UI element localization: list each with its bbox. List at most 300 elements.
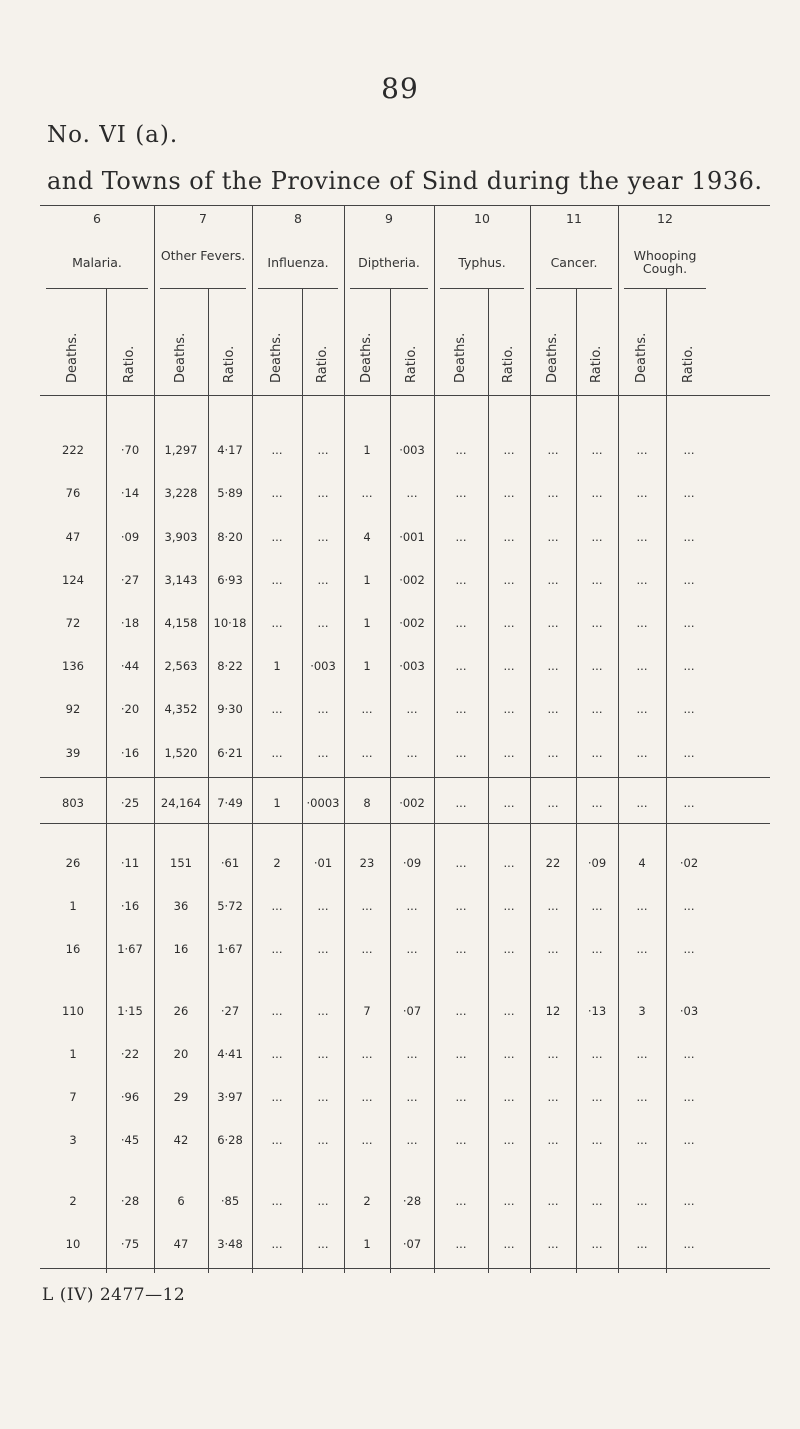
deaths-cell: ... (455, 530, 467, 544)
ratio-cell: ... (317, 942, 329, 956)
group-subheader-rule (624, 288, 706, 289)
ratio-cell: ... (503, 1237, 515, 1251)
deaths-cell: ... (361, 899, 373, 913)
deaths-cell: 4,158 (164, 616, 198, 630)
deaths-cell: ... (547, 702, 559, 716)
deaths-cell: ... (455, 746, 467, 760)
deaths-cell: ... (455, 1090, 467, 1104)
ratio-cell: ·16 (120, 746, 140, 760)
ratio-cell: ... (503, 1047, 515, 1061)
ratio-cell: 7·49 (217, 796, 243, 810)
deaths-cell: ... (636, 1133, 648, 1147)
deaths-ratio-rule (666, 288, 667, 1273)
deaths-cell: 151 (170, 856, 192, 870)
ratio-cell: ·07 (402, 1237, 422, 1251)
ratio-cell: ... (503, 899, 515, 913)
ratio-cell: 6·93 (217, 573, 243, 587)
ratio-cell: ... (317, 702, 329, 716)
ratio-cell: ... (317, 1133, 329, 1147)
deaths-cell: ... (547, 746, 559, 760)
deaths-cell: ... (547, 616, 559, 630)
ratio-cell: ... (683, 659, 695, 673)
deaths-cell: ... (271, 942, 283, 956)
deaths-cell: ... (547, 899, 559, 913)
ratio-cell: ... (591, 1237, 603, 1251)
deaths-cell: ... (636, 1090, 648, 1104)
ratio-cell: ... (503, 1133, 515, 1147)
ratio-cell: ... (591, 616, 603, 630)
ratio-cell: ... (683, 616, 695, 630)
deaths-cell: ... (636, 573, 648, 587)
ratio-cell: ... (503, 942, 515, 956)
column-title: Whooping Cough. (633, 248, 697, 276)
ratio-cell: ·02 (679, 856, 699, 870)
ratio-cell: ·45 (120, 1133, 140, 1147)
ratio-cell: ... (406, 746, 418, 760)
deaths-cell: 72 (65, 616, 81, 630)
column-title: Malaria. (72, 255, 122, 270)
ratio-cell: ... (683, 1047, 695, 1061)
column-number: 8 (294, 211, 302, 226)
deaths-cell: ... (636, 530, 648, 544)
ratio-cell: ... (503, 616, 515, 630)
group-subheader-rule (350, 288, 428, 289)
column-group-rule (530, 205, 531, 1273)
deaths-cell: ... (636, 1194, 648, 1208)
deaths-cell: 7 (69, 1090, 77, 1104)
deaths-cell: 1 (273, 796, 281, 810)
deaths-cell: ... (636, 1047, 648, 1061)
ratio-cell: ... (406, 942, 418, 956)
ratio-cell: ·28 (402, 1194, 422, 1208)
deaths-cell: ... (547, 1133, 559, 1147)
ratio-cell: ·002 (399, 616, 425, 630)
ratio-cell: 6·21 (217, 746, 243, 760)
deaths-cell: ... (636, 616, 648, 630)
column-number: 11 (566, 211, 582, 226)
deaths-ratio-rule (106, 288, 107, 1273)
ratio-cell: ... (503, 796, 515, 810)
group-subheader-rule (440, 288, 524, 289)
ratio-cell: ... (406, 486, 418, 500)
deaths-cell: 2 (69, 1194, 77, 1208)
mortality-table (40, 205, 770, 1273)
ratio-cell: ... (683, 1194, 695, 1208)
column-number: 12 (657, 211, 673, 226)
ratio-cell: ... (317, 530, 329, 544)
deaths-cell: 3,228 (164, 486, 198, 500)
ratio-cell: ... (503, 1194, 515, 1208)
ratio-cell: ·20 (120, 702, 140, 716)
ratio-cell: ... (503, 702, 515, 716)
deaths-cell: 136 (62, 659, 84, 673)
section-rule (40, 1268, 770, 1269)
deaths-cell: ... (455, 573, 467, 587)
deaths-cell: 4 (638, 856, 646, 870)
deaths-ratio-rule (390, 288, 391, 1273)
deaths-cell: ... (271, 1237, 283, 1251)
ratio-cell: ... (317, 1237, 329, 1251)
ratio-cell: ... (503, 659, 515, 673)
deaths-cell: 47 (173, 1237, 189, 1251)
deaths-cell: ... (361, 702, 373, 716)
ratio-cell: ... (591, 1194, 603, 1208)
deaths-cell: 124 (62, 573, 84, 587)
deaths-cell: ... (636, 702, 648, 716)
deaths-cell: ... (455, 796, 467, 810)
deaths-cell: ... (636, 1237, 648, 1251)
column-number: 6 (93, 211, 101, 226)
deaths-cell: 42 (173, 1133, 189, 1147)
ratio-cell: ·44 (120, 659, 140, 673)
column-title: Cancer. (550, 255, 598, 270)
deaths-cell: 3 (69, 1133, 77, 1147)
deaths-cell: ... (271, 1047, 283, 1061)
ratio-cell: ... (591, 1133, 603, 1147)
deaths-cell: 1 (363, 659, 371, 673)
ratio-cell: ·22 (120, 1047, 140, 1061)
deaths-cell: ... (547, 796, 559, 810)
section-rule (40, 823, 770, 824)
ratio-cell: ·03 (679, 1004, 699, 1018)
deaths-cell: 222 (62, 443, 84, 457)
ratio-cell: ... (591, 796, 603, 810)
ratio-cell: ... (317, 899, 329, 913)
column-group-rule (434, 205, 435, 1273)
section-rule (40, 777, 770, 778)
ratio-cell: ... (591, 702, 603, 716)
deaths-cell: 16 (173, 942, 189, 956)
deaths-cell: ... (455, 443, 467, 457)
deaths-cell: ... (455, 899, 467, 913)
deaths-cell: 29 (173, 1090, 189, 1104)
deaths-cell: 3,903 (164, 530, 198, 544)
deaths-cell: 803 (62, 796, 84, 810)
deaths-cell: 76 (65, 486, 81, 500)
deaths-cell: ... (271, 530, 283, 544)
ratio-cell: 6·28 (217, 1133, 243, 1147)
ratio-cell: 5·89 (217, 486, 243, 500)
column-title: Influenza. (267, 255, 329, 270)
ratio-cell: ... (503, 856, 515, 870)
ratio-cell: ... (317, 616, 329, 630)
deaths-cell: ... (361, 1133, 373, 1147)
column-title: Other Fevers. (160, 248, 246, 263)
deaths-cell: ... (636, 899, 648, 913)
ratio-cell: ·09 (402, 856, 422, 870)
column-group-rule (618, 205, 619, 1273)
ratio-cell: ... (591, 942, 603, 956)
deaths-cell: 1 (69, 1047, 77, 1061)
ratio-cell: ·14 (120, 486, 140, 500)
ratio-cell: ·09 (120, 530, 140, 544)
deaths-cell: 110 (62, 1004, 84, 1018)
deaths-cell: ... (547, 1237, 559, 1251)
deaths-cell: ... (271, 1004, 283, 1018)
ratio-cell: ... (317, 1090, 329, 1104)
ratio-cell: ... (503, 746, 515, 760)
ratio-cell: ·27 (120, 573, 140, 587)
group-subheader-rule (258, 288, 338, 289)
ratio-subheader: Ratio. (404, 345, 419, 383)
deaths-cell: 6 (177, 1194, 185, 1208)
deaths-cell: ... (547, 486, 559, 500)
deaths-cell: ... (361, 1090, 373, 1104)
column-group-rule (154, 205, 155, 1273)
ratio-cell: 10·18 (213, 616, 247, 630)
ratio-cell: ... (683, 899, 695, 913)
ratio-cell: 9·30 (217, 702, 243, 716)
ratio-cell: ... (317, 746, 329, 760)
deaths-cell: 2,563 (164, 659, 198, 673)
ratio-cell: ·61 (220, 856, 240, 870)
ratio-cell: ... (503, 486, 515, 500)
ratio-cell: ·0003 (306, 796, 340, 810)
ratio-cell: ... (683, 1090, 695, 1104)
page-number: 89 (381, 72, 419, 105)
column-title: Diptheria. (358, 255, 420, 270)
ratio-cell: ... (683, 1237, 695, 1251)
table-heading-line-2: and Towns of the Province of Sind during the year 1936. (47, 167, 763, 195)
deaths-cell: ... (271, 899, 283, 913)
deaths-cell: 16 (65, 942, 81, 956)
deaths-cell: 7 (363, 1004, 371, 1018)
ratio-cell: ... (317, 443, 329, 457)
ratio-cell: ·003 (399, 659, 425, 673)
deaths-cell: 2 (273, 856, 281, 870)
deaths-cell: ... (455, 702, 467, 716)
deaths-cell: ... (636, 746, 648, 760)
deaths-cell: 1 (363, 573, 371, 587)
ratio-subheader: Ratio. (122, 345, 137, 383)
ratio-cell: ... (317, 486, 329, 500)
deaths-cell: 47 (65, 530, 81, 544)
deaths-cell: ... (271, 1090, 283, 1104)
ratio-cell: ·18 (120, 616, 140, 630)
deaths-cell: ... (271, 616, 283, 630)
ratio-cell: ·13 (587, 1004, 607, 1018)
ratio-cell: ... (591, 746, 603, 760)
ratio-cell: ... (683, 702, 695, 716)
group-subheader-rule (536, 288, 612, 289)
ratio-cell: ·002 (399, 573, 425, 587)
deaths-cell: 8 (363, 796, 371, 810)
ratio-cell: ... (683, 796, 695, 810)
deaths-cell: ... (361, 1047, 373, 1061)
ratio-cell: ... (591, 530, 603, 544)
ratio-cell: ... (317, 573, 329, 587)
ratio-cell: ... (406, 1047, 418, 1061)
ratio-cell: 4·17 (217, 443, 243, 457)
ratio-cell: ... (406, 1090, 418, 1104)
deaths-cell: ... (271, 1194, 283, 1208)
ratio-cell: 3·97 (217, 1090, 243, 1104)
deaths-cell: ... (455, 1047, 467, 1061)
deaths-cell: 10 (65, 1237, 81, 1251)
deaths-cell: 36 (173, 899, 189, 913)
deaths-subheader: Deaths. (545, 332, 560, 383)
deaths-cell: 4 (363, 530, 371, 544)
table-heading-line-1: No. VI (a). (47, 122, 179, 148)
deaths-cell: ... (271, 702, 283, 716)
deaths-cell: ... (361, 942, 373, 956)
deaths-ratio-rule (488, 288, 489, 1273)
ratio-cell: ·002 (399, 796, 425, 810)
ratio-cell: ... (317, 1004, 329, 1018)
deaths-cell: 1 (363, 443, 371, 457)
ratio-cell: ... (591, 659, 603, 673)
deaths-cell: ... (271, 443, 283, 457)
deaths-cell: ... (455, 1237, 467, 1251)
ratio-cell: ·28 (120, 1194, 140, 1208)
ratio-cell: ... (591, 1047, 603, 1061)
deaths-cell: ... (271, 746, 283, 760)
ratio-cell: ... (503, 530, 515, 544)
deaths-cell: ... (636, 659, 648, 673)
ratio-subheader: Ratio. (222, 345, 237, 383)
ratio-subheader: Ratio. (589, 345, 604, 383)
deaths-ratio-rule (302, 288, 303, 1273)
ratio-cell: ... (503, 443, 515, 457)
ratio-cell: ... (683, 486, 695, 500)
group-subheader-rule (160, 288, 246, 289)
ratio-cell: ... (503, 1090, 515, 1104)
column-group-rule (252, 205, 253, 1273)
deaths-cell: 26 (173, 1004, 189, 1018)
top-rule (40, 205, 770, 206)
deaths-cell: ... (547, 1047, 559, 1061)
ratio-cell: 3·48 (217, 1237, 243, 1251)
ratio-cell: ... (591, 573, 603, 587)
ratio-cell: ·70 (120, 443, 140, 457)
ratio-cell: ·96 (120, 1090, 140, 1104)
ratio-cell: ·001 (399, 530, 425, 544)
ratio-cell: ... (317, 1194, 329, 1208)
ratio-cell: ... (406, 1133, 418, 1147)
ratio-cell: ·01 (313, 856, 333, 870)
deaths-cell: ... (636, 443, 648, 457)
ratio-cell: ... (683, 942, 695, 956)
deaths-cell: 1,297 (164, 443, 198, 457)
ratio-cell: 1·67 (217, 942, 243, 956)
ratio-cell: ... (591, 899, 603, 913)
ratio-cell: ·07 (402, 1004, 422, 1018)
deaths-cell: 1,520 (164, 746, 198, 760)
ratio-cell: ... (683, 746, 695, 760)
ratio-cell: 1·67 (117, 942, 143, 956)
column-number: 9 (385, 211, 393, 226)
deaths-cell: ... (547, 573, 559, 587)
column-number: 7 (199, 211, 207, 226)
deaths-cell: 1 (363, 1237, 371, 1251)
deaths-cell: ... (455, 856, 467, 870)
ratio-subheader: Ratio. (501, 345, 516, 383)
deaths-cell: 24,164 (160, 796, 202, 810)
column-number: 10 (474, 211, 490, 226)
deaths-cell: ... (547, 1194, 559, 1208)
deaths-cell: ... (547, 443, 559, 457)
ratio-subheader: Ratio. (681, 345, 696, 383)
deaths-cell: 3,143 (164, 573, 198, 587)
deaths-cell: ... (636, 942, 648, 956)
deaths-cell: ... (547, 659, 559, 673)
deaths-cell: ... (455, 486, 467, 500)
ratio-cell: ·75 (120, 1237, 140, 1251)
deaths-cell: 1 (363, 616, 371, 630)
deaths-cell: ... (271, 573, 283, 587)
deaths-subheader: Deaths. (269, 332, 284, 383)
ratio-cell: ·25 (120, 796, 140, 810)
deaths-subheader: Deaths. (359, 332, 374, 383)
deaths-cell: 26 (65, 856, 81, 870)
deaths-cell: ... (361, 746, 373, 760)
deaths-cell: ... (636, 486, 648, 500)
ratio-cell: ·11 (120, 856, 140, 870)
deaths-cell: ... (455, 1004, 467, 1018)
ratio-cell: ... (503, 573, 515, 587)
deaths-cell: ... (455, 1133, 467, 1147)
ratio-subheader: Ratio. (315, 345, 330, 383)
deaths-cell: ... (547, 530, 559, 544)
ratio-cell: ... (683, 573, 695, 587)
ratio-cell: ·85 (220, 1194, 240, 1208)
ratio-cell: 8·22 (217, 659, 243, 673)
deaths-cell: 12 (545, 1004, 561, 1018)
deaths-cell: 39 (65, 746, 81, 760)
ratio-cell: ... (503, 1004, 515, 1018)
deaths-cell: ... (455, 942, 467, 956)
ratio-cell: ... (591, 486, 603, 500)
ratio-cell: ·09 (587, 856, 607, 870)
deaths-subheader: Deaths. (173, 332, 188, 383)
ratio-cell: 5·72 (217, 899, 243, 913)
deaths-cell: 3 (638, 1004, 646, 1018)
deaths-cell: 20 (173, 1047, 189, 1061)
ratio-cell: 4·41 (217, 1047, 243, 1061)
ratio-cell: ... (683, 443, 695, 457)
deaths-cell: 1 (273, 659, 281, 673)
ratio-cell: ... (591, 443, 603, 457)
deaths-cell: ... (636, 796, 648, 810)
ratio-cell: ·003 (310, 659, 336, 673)
deaths-cell: ... (547, 1090, 559, 1104)
ratio-cell: ... (591, 1090, 603, 1104)
ratio-cell: 8·20 (217, 530, 243, 544)
header-bottom-rule (40, 395, 770, 396)
deaths-cell: 23 (359, 856, 375, 870)
deaths-cell: 1 (69, 899, 77, 913)
column-title: Typhus. (458, 255, 506, 270)
ratio-cell: ... (683, 1133, 695, 1147)
deaths-cell: ... (455, 659, 467, 673)
deaths-subheader: Deaths. (453, 332, 468, 383)
deaths-cell: 2 (363, 1194, 371, 1208)
deaths-cell: 92 (65, 702, 81, 716)
ratio-cell: ·003 (399, 443, 425, 457)
deaths-cell: ... (271, 1133, 283, 1147)
deaths-cell: 22 (545, 856, 561, 870)
ratio-cell: ... (683, 530, 695, 544)
deaths-cell: 4,352 (164, 702, 198, 716)
column-group-rule (344, 205, 345, 1273)
ratio-cell: ·27 (220, 1004, 240, 1018)
deaths-subheader: Deaths. (65, 332, 80, 383)
ratio-cell: ... (317, 1047, 329, 1061)
ratio-cell: ... (406, 899, 418, 913)
deaths-cell: ... (271, 486, 283, 500)
deaths-ratio-rule (576, 288, 577, 1273)
deaths-cell: ... (361, 486, 373, 500)
